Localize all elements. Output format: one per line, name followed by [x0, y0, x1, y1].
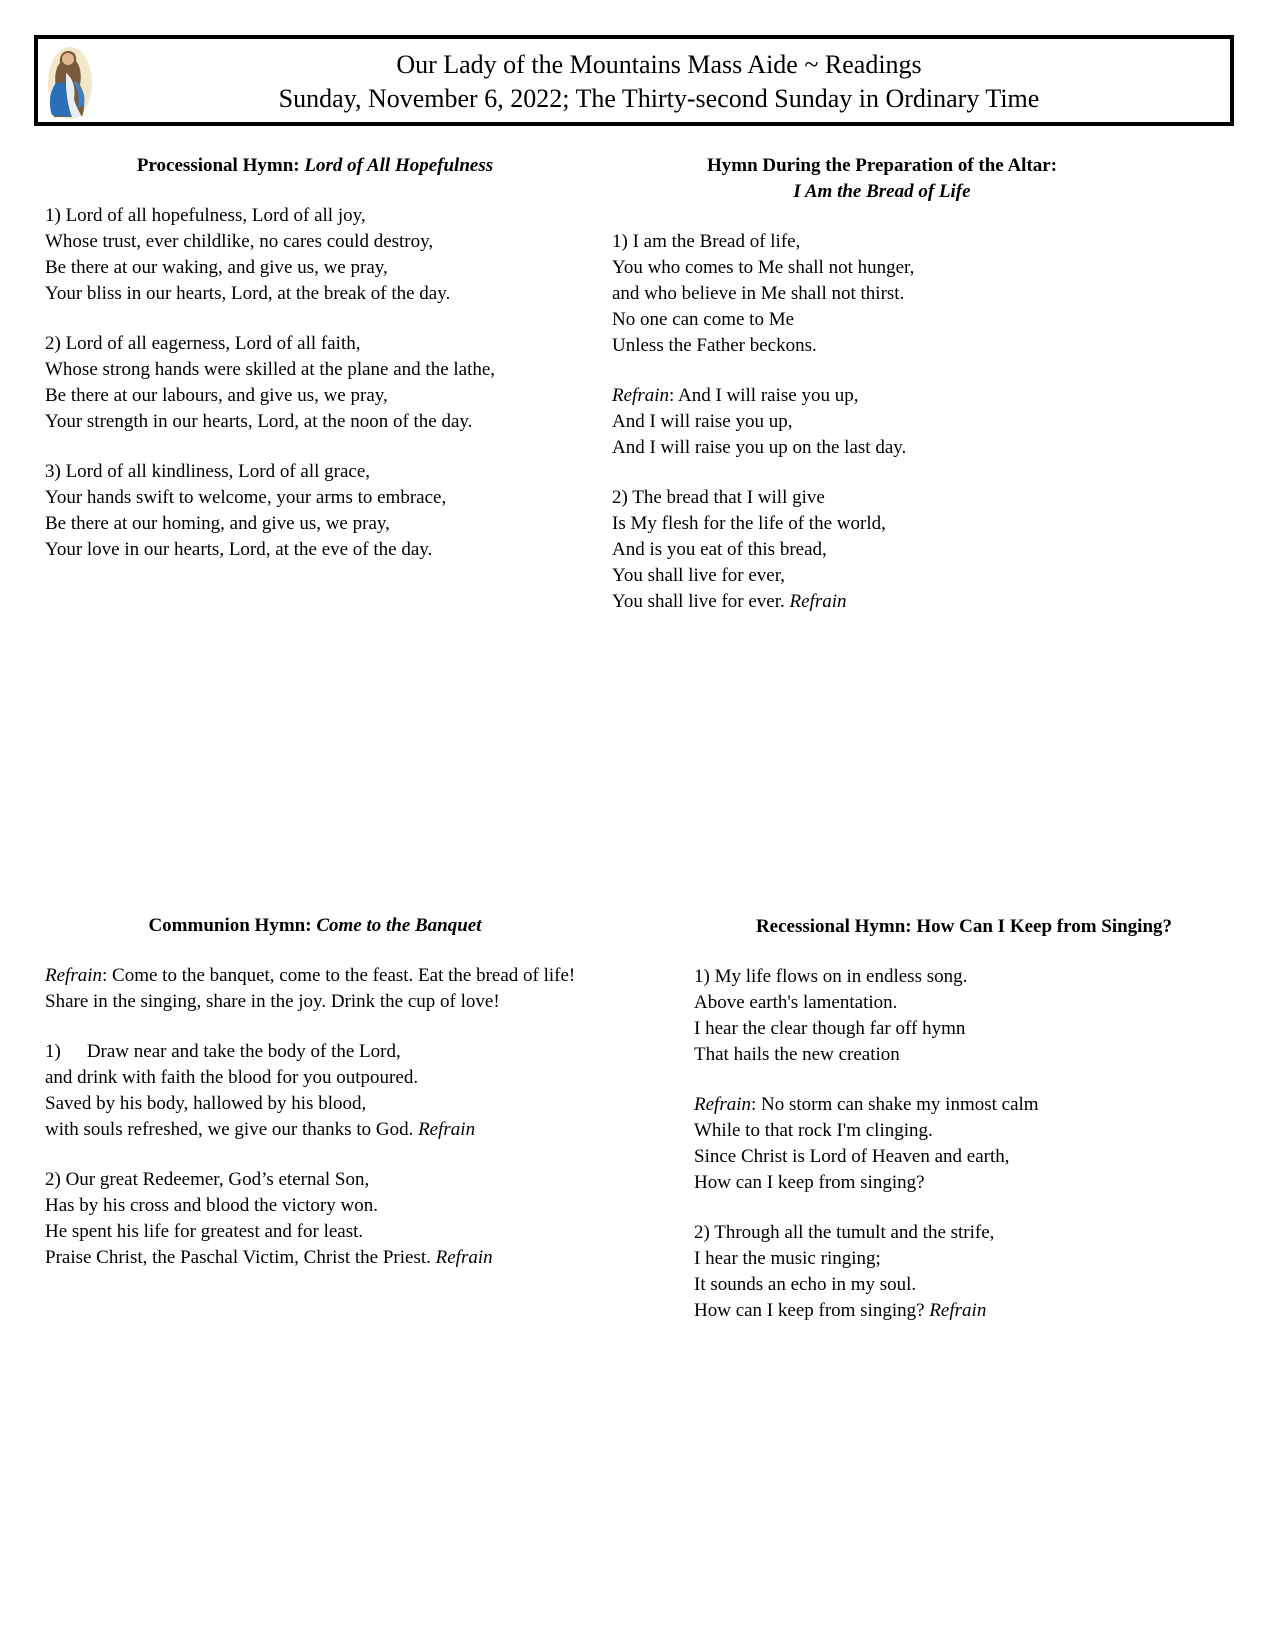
processional-hymn-section: [45, 153, 585, 563]
processional-hymn-title: Processional Hymn: Lord of All Hopefulness: [136, 155, 494, 176]
recessional-hymn-section: [694, 914, 1234, 1324]
recessional-stanza-1: 1) My life flows on in endless song. Above earth's lamentation. I hear the clear though far off hymn That hails the new creation: [694, 966, 968, 1065]
recessional-hymn-title: Recessional Hymn: How Can I Keep from Singing?: [755, 916, 1173, 937]
preparation-stanza-1: 1) I am the Bread of life, You who comes to Me shall not hunger, and who believe in Me shall not thirst. No one can come to Me Unless the Father beckons.: [612, 231, 915, 356]
header-box: [34, 35, 1234, 126]
header-title: Our Lady of the Mountains Mass Aide ~ Readings: [396, 50, 922, 79]
recessional-stanza-2: 2) Through all the tumult and the strife, I hear the music ringing; It sounds an echo in my soul. How can I keep from singing? Refrain: [694, 1222, 995, 1321]
header-date: Sunday, November 6, 2022; The Thirty-second Sunday in Ordinary Time: [278, 84, 1040, 113]
communion-stanza-2: 2) Our great Redeemer, God’s eternal Son, Has by his cross and blood the victory won. He spent his life for greatest and for least. Praise Christ, the Paschal Victim, Christ the Priest. Refrain: [45, 1169, 493, 1268]
communion-refrain: Refrain: Come to the banquet, come to the feast. Eat the bread of life! Share in the singing, share in the joy. Drink the cup of love!: [45, 965, 576, 1012]
recessional-refrain: Refrain: No storm can shake my inmost calm While to that rock I'm clinging. Since Christ is Lord of Heaven and earth, How can I keep from singing?: [694, 1094, 1039, 1193]
processional-stanza-1: 1) Lord of all hopefulness, Lord of all joy, Whose trust, ever childlike, no cares could destroy, Be there at our waking, and give us, we pray, Your bliss in our hearts, Lord, at the break of the day.: [45, 205, 451, 304]
madonna-image-icon: [42, 43, 94, 121]
preparation-hymn-title: Hymn During the Preparation of the Altar: I Am the Bread of Life: [706, 155, 1058, 202]
preparation-stanza-2: 2) The bread that I will give Is My flesh for the life of the world, And is you eat of this bread, You shall live for ever, You shall live for ever. Refrain: [612, 487, 886, 612]
processional-stanza-2: 2) Lord of all eagerness, Lord of all faith, Whose strong hands were skilled at the plane and the lathe, Be there at our labours, and give us, we pray, Your strength in our hearts, Lord, at the noon of the day.: [45, 333, 496, 432]
preparation-hymn-section: [612, 153, 1232, 615]
communion-hymn-title: Communion Hymn: Come to the Banquet: [148, 915, 482, 936]
communion-stanza-1: 1) Draw near and take the body of the Lord, and drink with faith the blood for you outpoured. Saved by his body, hallowed by his blood, with souls refreshed, we give our thanks to God. Refrain: [45, 1041, 476, 1140]
preparation-refrain: Refrain: And I will raise you up, And I will raise you up, And I will raise you up on the last day.: [612, 385, 907, 458]
processional-stanza-3: 3) Lord of all kindliness, Lord of all grace, Your hands swift to welcome, your arms to embrace, Be there at our homing, and give us, we pray, Your love in our hearts, Lord, at the eve of the day.: [45, 461, 447, 560]
communion-hymn-section: [45, 913, 675, 1271]
